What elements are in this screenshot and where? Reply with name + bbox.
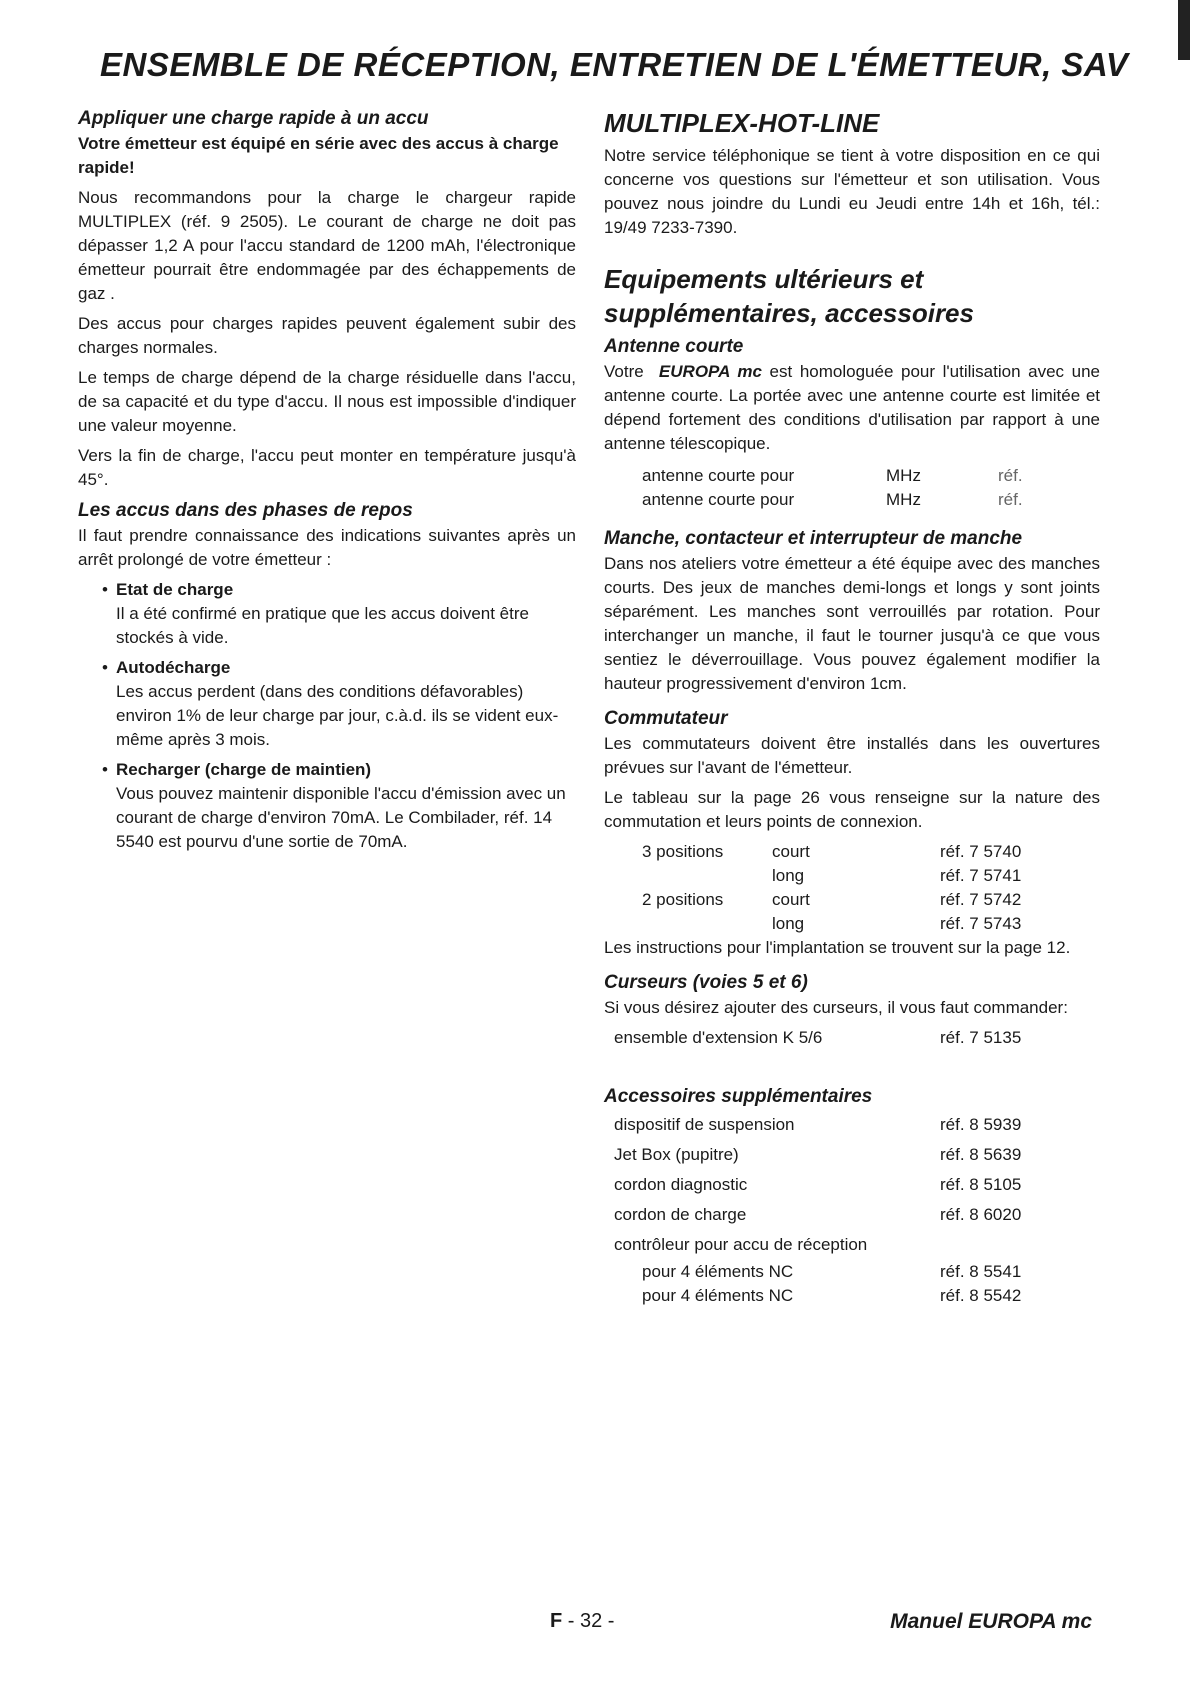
table-row bbox=[642, 888, 1100, 912]
repos-paragraph: Il faut prendre connaissance des indications suivantes après un arrêt prolongé de votre émetteur : bbox=[78, 526, 576, 569]
repos-bullet-list bbox=[78, 578, 576, 854]
acc-controller-label bbox=[614, 1230, 1100, 1260]
antenne-name: antenne courte pour bbox=[642, 466, 795, 485]
commutateur-heading: Commutateur bbox=[604, 708, 728, 729]
acc-sub-ref: réf. 8 5542 bbox=[940, 1286, 1022, 1305]
comm-positions bbox=[642, 912, 772, 936]
acc-sub-ref: réf. 8 5541 bbox=[940, 1262, 1022, 1281]
curseurs-ref: réf. 7 5135 bbox=[940, 1028, 1022, 1047]
acc-ref: réf. 8 5105 bbox=[940, 1175, 1022, 1194]
commutateur-paragraph-2: Le tableau sur la page 26 vous renseigne sur la nature des commutation et leurs points de connexion. bbox=[604, 788, 1100, 831]
commutateur-paragraph-1: Les commutateurs doivent être installés dans les ouvertures prévues sur l'avant de l'émetteur. bbox=[604, 734, 1100, 777]
table-row bbox=[642, 464, 1100, 488]
scan-edge-mark bbox=[1178, 0, 1190, 60]
equip-heading-line-1: Equipements ultérieurs et bbox=[604, 264, 924, 294]
antenne-brand: EUROPA mc bbox=[658, 362, 762, 381]
table-row bbox=[614, 1170, 1100, 1200]
table-row bbox=[614, 1284, 1100, 1308]
table-row bbox=[614, 1260, 1100, 1284]
manche-heading: Manche, contacteur et interrupteur de manche bbox=[604, 528, 1023, 549]
comm-positions bbox=[642, 864, 772, 888]
table-row bbox=[642, 840, 1100, 864]
table-row bbox=[614, 1140, 1100, 1170]
acc-sub-item: pour 4 éléments NC bbox=[642, 1262, 794, 1281]
page-number-value: - 32 - bbox=[562, 1610, 615, 1632]
acc-ref: réf. 8 5939 bbox=[940, 1115, 1022, 1134]
manual-title: Manuel EUROPA mc bbox=[890, 1610, 1092, 1633]
table-row bbox=[614, 1200, 1100, 1230]
charge-paragraph-4: Vers la fin de charge, l'accu peut monter en température jusqu'à 45°. bbox=[78, 446, 576, 489]
list-item bbox=[116, 758, 576, 854]
comm-ref: réf. 7 5740 bbox=[940, 842, 1022, 861]
table-row bbox=[614, 1110, 1100, 1140]
curseurs-heading: Curseurs (voies 5 et 6) bbox=[604, 972, 808, 993]
hotline-heading: MULTIPLEX-HOT-LINE bbox=[604, 108, 880, 138]
table-row bbox=[642, 864, 1100, 888]
acc-item: cordon de charge bbox=[614, 1205, 747, 1224]
table-row bbox=[642, 912, 1100, 936]
antenne-name: antenne courte pour bbox=[642, 490, 795, 509]
comm-ref: réf. 7 5743 bbox=[940, 914, 1022, 933]
accessoires-heading: Accessoires supplémentaires bbox=[604, 1086, 873, 1107]
comm-ref: réf. 7 5741 bbox=[940, 866, 1022, 885]
table-row bbox=[642, 488, 1100, 512]
acc-ref: réf. 8 5639 bbox=[940, 1145, 1022, 1164]
antenne-freq: MHz bbox=[886, 466, 921, 485]
charge-heading: Appliquer une charge rapide à un accu bbox=[78, 108, 429, 129]
acc-item: dispositif de suspension bbox=[614, 1115, 795, 1134]
bullet-title: • Autodécharge bbox=[116, 658, 231, 677]
left-column bbox=[78, 106, 576, 860]
acc-sub-item: pour 4 éléments NC bbox=[642, 1286, 794, 1305]
antenne-table bbox=[642, 464, 1100, 512]
antenne-freq: MHz bbox=[886, 490, 921, 509]
comm-type: court bbox=[772, 890, 810, 909]
charge-lead: Votre émetteur est équipé en série avec des accus à charge rapide! bbox=[78, 134, 559, 177]
comm-ref: réf. 7 5742 bbox=[940, 890, 1022, 909]
bullet-text: Vous pouvez maintenir disponible l'accu d'émission avec un courant de charge d'environ 70mA. Le Combilader, réf. 14 5540 est pourvu d'une sortie de 70mA. bbox=[116, 784, 566, 851]
list-item bbox=[116, 578, 576, 650]
comm-type: court bbox=[772, 842, 810, 861]
comm-positions: 3 positions bbox=[642, 842, 724, 861]
antenne-ref: réf. bbox=[998, 490, 1023, 509]
hotline-paragraph: Notre service téléphonique se tient à votre disposition en ce qui concerne vos questions sur l'émetteur et son utilisation. Vous pouvez nous joindre du Lundi eu Jeudi entre 14h et 16h, tél.: 19/49 7233-7390. bbox=[604, 146, 1100, 237]
antenne-text-post: est homologuée pour l'utilisation avec une antenne courte. La portée avec une antenne courte est limitée et dépend fortement des conditions d'utilisation par rapport à une antenne télescopique. bbox=[604, 362, 1100, 453]
comm-positions: 2 positions bbox=[642, 890, 724, 909]
charge-paragraph-1: Nous recommandons pour la charge le chargeur rapide MULTIPLEX (réf. 9 2505). Le courant de charge ne doit pas dépasser 1,2 A pour l'accu standard de 1200 mAh, l'électronique émetteur pourrait être endommagée par des échappements de gaz . bbox=[78, 188, 576, 303]
curseurs-paragraph: Si vous désirez ajouter des curseurs, il vous faut commander: bbox=[604, 998, 1068, 1017]
antenne-text-pre: Votre bbox=[604, 362, 644, 381]
commutateur-table bbox=[642, 840, 1100, 936]
accessoires-table bbox=[614, 1110, 1100, 1308]
charge-paragraph-2: Des accus pour charges rapides peuvent également subir des charges normales. bbox=[78, 314, 576, 357]
commutateur-paragraph-3: Les instructions pour l'implantation se trouvent sur la page 12. bbox=[604, 938, 1071, 957]
bullet-text: Les accus perdent (dans des conditions défavorables) environ 1% de leur charge par jour, c.à.d. ils se vident eux-même après 3 mois. bbox=[116, 682, 559, 749]
equip-heading-line-2: supplémentaires, accessoires bbox=[604, 298, 974, 328]
antenne-heading: Antenne courte bbox=[604, 336, 744, 357]
acc-ref: réf. 8 6020 bbox=[940, 1205, 1022, 1224]
page-prefix: F bbox=[550, 1610, 563, 1632]
curseurs-row bbox=[614, 1026, 1100, 1050]
acc-item: Jet Box (pupitre) bbox=[614, 1145, 739, 1164]
page-title: ENSEMBLE DE RÉCEPTION, ENTRETIEN DE L'ÉMETTEUR, SAV bbox=[100, 46, 1129, 83]
bullet-title: • Recharger (charge de maintien) bbox=[116, 760, 372, 779]
bullet-title: • Etat de charge bbox=[116, 580, 234, 599]
comm-type: long bbox=[772, 866, 805, 885]
curseurs-item: ensemble d'extension K 5/6 bbox=[614, 1028, 823, 1047]
right-column bbox=[604, 106, 1100, 1308]
antenne-ref: réf. bbox=[998, 466, 1023, 485]
repos-heading: Les accus dans des phases de repos bbox=[78, 500, 413, 521]
acc-item: cordon diagnostic bbox=[614, 1175, 748, 1194]
acc-controller: contrôleur pour accu de réception bbox=[614, 1235, 868, 1254]
charge-paragraph-3: Le temps de charge dépend de la charge résiduelle dans l'accu, de sa capacité et du type d'accu. Il nous est impossible d'indiquer une valeur moyenne. bbox=[78, 368, 576, 435]
antenne-paragraph bbox=[604, 360, 1100, 456]
list-item bbox=[116, 656, 576, 752]
manche-paragraph: Dans nos ateliers votre émetteur a été équipe avec des manches courts. Des jeux de manches demi-longs et longs y sont joints séparément. Les manches sont verrouillés par rotation. Pour interchanger un manche, il faut le tourner jusqu'à ce que vous sentiez le déverrouillage. Vous pouvez également modifier la hauteur progressivement d'environ 1cm. bbox=[604, 554, 1100, 693]
comm-type: long bbox=[772, 914, 805, 933]
page-number bbox=[550, 1610, 614, 1633]
bullet-text: Il a été confirmé en pratique que les accus doivent être stockés à vide. bbox=[116, 604, 529, 647]
